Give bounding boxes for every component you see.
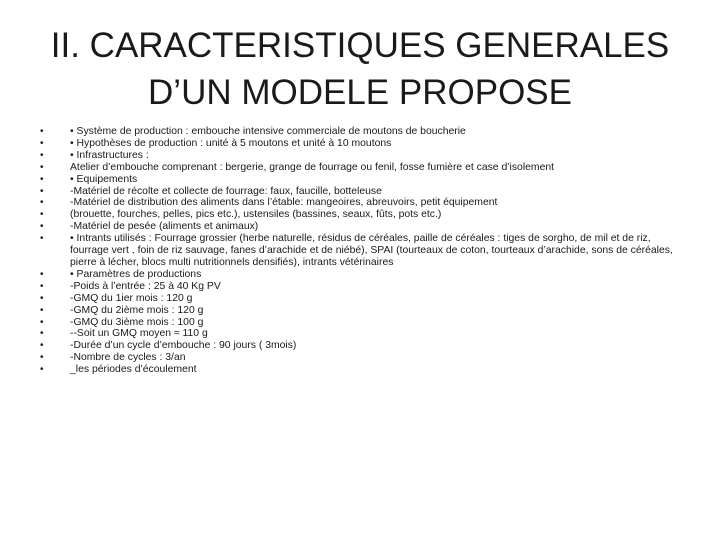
list-item-text: -Poids à l’entrée : 25 à 40 Kg PV: [70, 280, 221, 292]
bullet-icon: •: [40, 126, 44, 137]
list-item: [40, 174, 680, 186]
list-item-text: -Matériel de pesée (aliments et animaux): [70, 221, 259, 233]
list-item-text: • Système de production : embouche intensive commerciale de moutons de boucherie: [70, 126, 466, 137]
list-item-text: (brouette, fourches, pelles, pics etc.), ustensiles (bassines, seaux, fûts, pots etc.): [70, 209, 442, 221]
list-item-text: • Infrastructures :: [70, 149, 149, 161]
bullet-icon: •: [40, 328, 44, 340]
bullet-icon: •: [40, 173, 44, 185]
bullet-icon: •: [40, 197, 44, 209]
slide-title-line-2: D’UN MODELE PROPOSE: [148, 73, 572, 112]
list-item: [40, 186, 680, 198]
list-item-text: -Matériel de récolte et collecte de fourrage: faux, faucille, botteleuse: [70, 185, 382, 197]
bullet-icon: •: [40, 316, 44, 328]
slide-title-line-1: II. CARACTERISTIQUES GENERALES: [50, 26, 670, 65]
list-item-text: -GMQ du 2ième mois : 120 g: [70, 304, 204, 316]
list-item: [40, 364, 680, 376]
list-item: [40, 150, 680, 162]
list-item: [40, 221, 680, 233]
bullet-icon: •: [40, 161, 44, 173]
list-item: [40, 340, 680, 352]
bullet-icon: •: [40, 364, 44, 376]
list-item: [40, 233, 680, 269]
list-item: [40, 352, 680, 364]
list-item: [40, 138, 680, 150]
slide-title: [40, 22, 680, 116]
list-item-text: • Equipements: [70, 173, 138, 185]
bullet-icon: •: [40, 233, 44, 245]
bullet-icon: •: [40, 304, 44, 316]
list-item-text: • Paramètres de productions: [70, 268, 202, 280]
bullet-icon: •: [40, 292, 44, 304]
list-item: [40, 317, 680, 329]
list-item: [40, 281, 680, 293]
list-item: [40, 305, 680, 317]
list-item-text: --Soit un GMQ moyen ≈ 110 g: [70, 328, 208, 340]
list-item: [40, 293, 680, 305]
list-item: [40, 162, 680, 174]
list-item: [40, 328, 680, 340]
list-item-text: • Intrants utilisés : Fourrage grossier (herbe naturelle, résidus de céréales, paille de céréales : tiges de sorgho, de mil et de riz, fourrage vert , foin de riz sauvage, fanes d’arachide et de niébé), SPAI (tourteaux de coton, tourteaux d’arachide, sons de céréales, pierre à lécher, blocs multi nutritionnels densifiés), intrants vétérinaires: [70, 233, 673, 268]
bullet-icon: •: [40, 185, 44, 197]
list-item-text: -GMQ du 1ier mois : 120 g: [70, 292, 193, 304]
list-item: [40, 197, 680, 209]
bullet-icon: •: [40, 149, 44, 161]
bullet-icon: •: [40, 137, 44, 149]
bullet-icon: •: [40, 221, 44, 233]
list-item-text: -Durée d’un cycle d’embouche : 90 jours ( 3mois): [70, 340, 297, 352]
list-item-text: -GMQ du 3ième mois : 100 g: [70, 316, 204, 328]
bullet-list: [40, 126, 680, 376]
list-item: [40, 209, 680, 221]
list-item: [40, 269, 680, 281]
bullet-icon: •: [40, 352, 44, 364]
list-item-text: • Hypothèses de production : unité à 5 moutons et unité à 10 moutons: [70, 137, 392, 149]
list-item-text: Atelier d’embouche comprenant : bergerie, grange de fourrage ou fenil, fosse fumière et case d’isolement: [70, 161, 555, 173]
bullet-icon: •: [40, 209, 44, 221]
bullet-icon: •: [40, 268, 44, 280]
list-item-text: _les périodes d’écoulement: [70, 364, 197, 376]
bullet-icon: •: [40, 280, 44, 292]
list-item-text: -Matériel de distribution des aliments dans l’étable: mangeoires, abreuvoirs, petit équipement: [70, 197, 498, 209]
list-item-text: -Nombre de cycles : 3/an: [70, 352, 186, 364]
bullet-icon: •: [40, 340, 44, 352]
list-item: [40, 126, 680, 138]
